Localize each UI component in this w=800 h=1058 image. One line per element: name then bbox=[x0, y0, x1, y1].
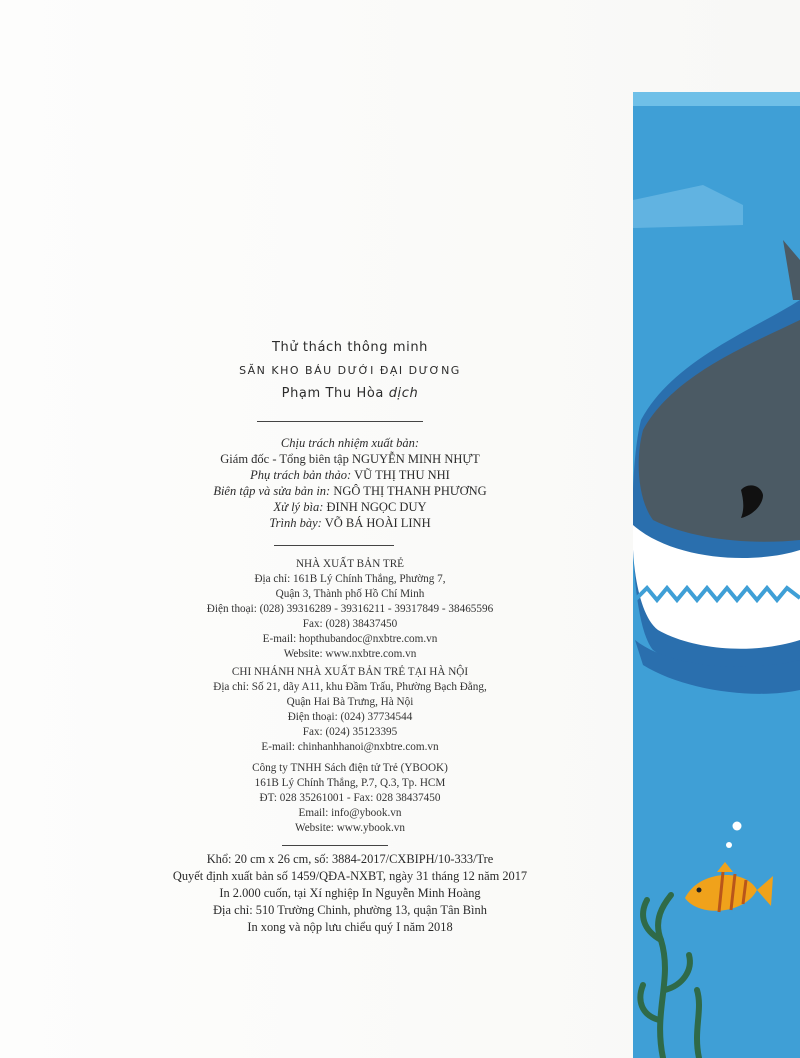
divider-rule bbox=[282, 845, 388, 846]
branch-fax: Fax: (024) 35123395 bbox=[302, 726, 398, 738]
publisher-email: E-mail: hopthubandoc@nxbtre.com.vn bbox=[262, 633, 438, 645]
divider-rule bbox=[274, 545, 394, 546]
credit-label: Phụ trách bản thảo: bbox=[250, 468, 352, 482]
credit-manuscript bbox=[160, 468, 540, 483]
branch-email: E-mail: chinhanhhanoi@nxbtre.com.vn bbox=[261, 741, 439, 753]
publisher-address: Quận 3, Thành phố Hồ Chí Minh bbox=[275, 588, 425, 600]
publisher-fax: Fax: (028) 38437450 bbox=[302, 618, 398, 630]
credit-label: Trình bày: bbox=[269, 516, 322, 530]
ybook-website: Website: www.ybook.vn bbox=[295, 822, 405, 834]
colophon-line: Khổ: 20 cm x 26 cm, số: 3884-2017/CXBIPH/10-333/Tre bbox=[206, 852, 494, 866]
credit-value: Giám đốc - Tổng biên tập NGUYỄN MINH NHỰT bbox=[220, 452, 480, 466]
credit-value: VÕ BÁ HOÀI LINH bbox=[324, 516, 431, 530]
publisher-website: Website: www.nxbtre.com.vn bbox=[283, 648, 417, 660]
book-title: SĂN KHO BÁU DƯỚI ĐẠI DƯƠNG bbox=[239, 364, 461, 377]
ocean-illustration bbox=[633, 0, 800, 1058]
colophon-line: In 2.000 cuốn, tại Xí nghiệp In Nguyễn Minh Hoàng bbox=[219, 886, 481, 900]
divider-rule bbox=[257, 421, 423, 422]
series-title: Thử thách thông minh bbox=[271, 340, 429, 355]
colophon-line: In xong và nộp lưu chiểu quý I năm 2018 bbox=[247, 920, 453, 934]
credit-editor bbox=[160, 484, 540, 499]
translator-role: dịch bbox=[388, 386, 419, 401]
credit-value: NGÔ THỊ THANH PHƯƠNG bbox=[333, 484, 487, 498]
credit-responsible bbox=[160, 436, 540, 451]
publisher-address: Địa chỉ: 161B Lý Chính Thắng, Phường 7, bbox=[254, 573, 446, 585]
credit-label: Chịu trách nhiệm xuất bản: bbox=[280, 436, 420, 450]
branch-name: CHI NHÁNH NHÀ XUẤT BẢN TRẺ TẠI HÀ NỘI bbox=[231, 666, 469, 678]
ybook-phone: ĐT: 028 35261001 - Fax: 028 38437450 bbox=[259, 792, 441, 804]
colophon-line: Quyết định xuất bản số 1459/QĐA-NXBT, ngày 31 tháng 12 năm 2017 bbox=[172, 869, 528, 883]
branch-address: Địa chỉ: Số 21, dãy A11, khu Đầm Trấu, Phường Bạch Đằng, bbox=[213, 681, 487, 693]
credit-label: Xử lý bìa: bbox=[273, 500, 324, 514]
translator-name: Phạm Thu Hòa bbox=[281, 386, 384, 401]
credit-value: VŨ THỊ THU NHI bbox=[354, 468, 450, 482]
translator-line bbox=[160, 386, 540, 401]
credit-label: Biên tập và sửa bản in: bbox=[213, 484, 331, 498]
imprint-block bbox=[160, 0, 540, 1058]
publisher-phone: Điện thoại: (028) 39316289 - 39316211 - 39317849 - 38465596 bbox=[206, 603, 494, 615]
ybook-address: 161B Lý Chính Thắng, P.7, Q.3, Tp. HCM bbox=[254, 777, 446, 789]
ybook-name: Công ty TNHH Sách điện tử Trẻ (YBOOK) bbox=[252, 762, 448, 774]
credit-cover bbox=[160, 500, 540, 515]
branch-address: Quận Hai Bà Trưng, Hà Nội bbox=[286, 696, 414, 708]
branch-phone: Điện thoại: (024) 37734544 bbox=[287, 711, 413, 723]
colophon-line: Địa chỉ: 510 Trường Chinh, phường 13, quận Tân Bình bbox=[213, 903, 487, 917]
credit-director bbox=[160, 452, 540, 467]
credit-value: ĐINH NGỌC DUY bbox=[326, 500, 427, 514]
credit-layout bbox=[160, 516, 540, 531]
ocean-illustration-svg bbox=[633, 0, 800, 1058]
publisher-name: NHÀ XUẤT BẢN TRẺ bbox=[295, 558, 405, 570]
ybook-email: Email: info@ybook.vn bbox=[298, 807, 402, 819]
